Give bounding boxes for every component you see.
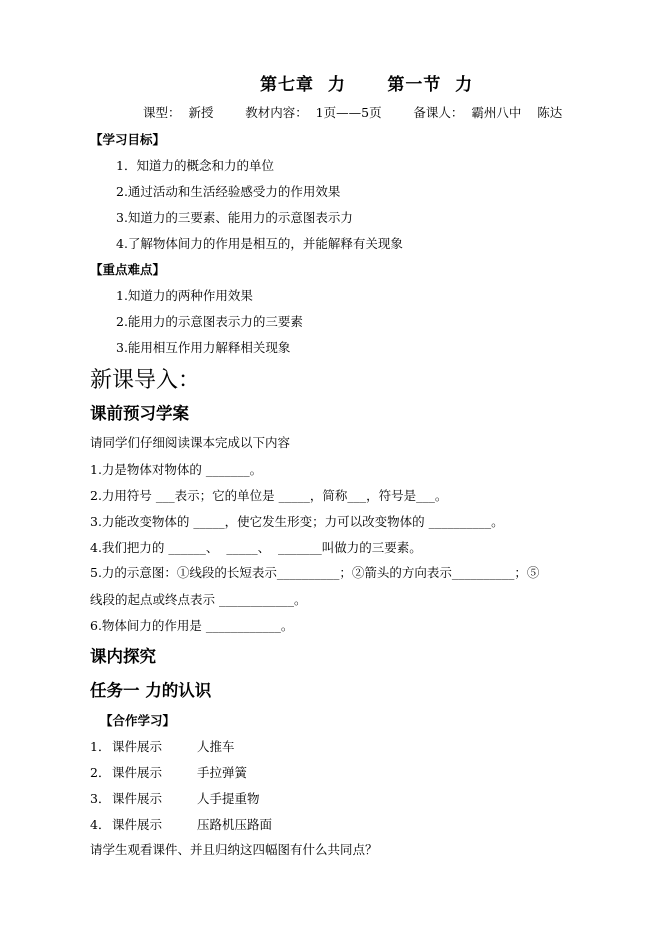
goals-heading: 【学习目标】 bbox=[90, 132, 166, 147]
coop-row-content: 人推车 bbox=[197, 739, 235, 754]
coop-row-content: 压路机压路面 bbox=[197, 817, 273, 832]
coop-heading: 【合作学习】 bbox=[100, 713, 176, 728]
coop-row bbox=[90, 737, 235, 755]
goal-item: 4.了解物体间力的作用是相互的，并能解释有关现象 bbox=[116, 236, 403, 251]
intro-heading: 新课导入： bbox=[90, 368, 201, 393]
coop-row-num: 2． bbox=[90, 765, 111, 780]
preview-item: 线段的起点或终点表示 ____________。 bbox=[90, 592, 307, 607]
preview-item: 3.力能改变物体的 _____，使它发生形变；力可以改变物体的 __________。 bbox=[90, 514, 504, 529]
keypoint-item: 3.能用相互作用力解释相关现象 bbox=[116, 340, 291, 355]
coop-row bbox=[90, 815, 272, 833]
coop-row bbox=[90, 789, 260, 807]
keypoints-heading: 【重点难点】 bbox=[90, 262, 166, 277]
goal-item: 2.通过活动和生活经验感受力的作用效果 bbox=[116, 184, 341, 199]
coop-row-label: 课件展示 bbox=[112, 739, 163, 754]
preview-item: 6.物体间力的作用是 ____________。 bbox=[90, 618, 294, 633]
coop-row-num: 3． bbox=[90, 791, 111, 806]
preview-instruction: 请同学们仔细阅读课本完成以下内容 bbox=[90, 435, 291, 450]
preview-item: 4.我们把力的 ______、 _____、 _______叫做力的三要素。 bbox=[90, 540, 422, 555]
keypoint-item: 1.知道力的两种作用效果 bbox=[116, 288, 253, 303]
keypoint-item: 2.能用力的示意图表示力的三要素 bbox=[116, 314, 303, 329]
page-title: 第七章 力 第一节 力 bbox=[260, 75, 474, 95]
coop-row-num: 1． bbox=[90, 739, 111, 754]
goal-item: 1．知道力的概念和力的单位 bbox=[116, 158, 274, 173]
lesson-meta: 课型： 新授 教材内容： 1页——5页 备课人： 霸州八中 陈达 bbox=[143, 105, 563, 120]
coop-row-content: 人手提重物 bbox=[197, 791, 260, 806]
coop-row-num: 4． bbox=[90, 817, 111, 832]
coop-row-label: 课件展示 bbox=[112, 817, 163, 832]
coop-question: 请学生观看课件、并且归纳这四幅图有什么共同点？ bbox=[90, 842, 378, 857]
coop-row-label: 课件展示 bbox=[112, 765, 163, 780]
task1-heading: 任务一 力的认识 bbox=[90, 681, 212, 700]
inclass-heading: 课内探究 bbox=[90, 647, 156, 666]
coop-row bbox=[90, 763, 247, 781]
coop-row-label: 课件展示 bbox=[112, 791, 163, 806]
goal-item: 3.知道力的三要素、能用力的示意图表示力 bbox=[116, 210, 353, 225]
preview-heading: 课前预习学案 bbox=[90, 404, 189, 423]
preview-item: 5.力的示意图：①线段的长短表示__________；②箭头的方向表示__________；⑤ bbox=[90, 565, 540, 580]
preview-item: 2.力用符号 ___表示；它的单位是 _____，简称___，符号是___。 bbox=[90, 488, 448, 503]
coop-row-content: 手拉弹簧 bbox=[197, 765, 248, 780]
preview-item: 1.力是物体对物体的 _______。 bbox=[90, 462, 263, 477]
